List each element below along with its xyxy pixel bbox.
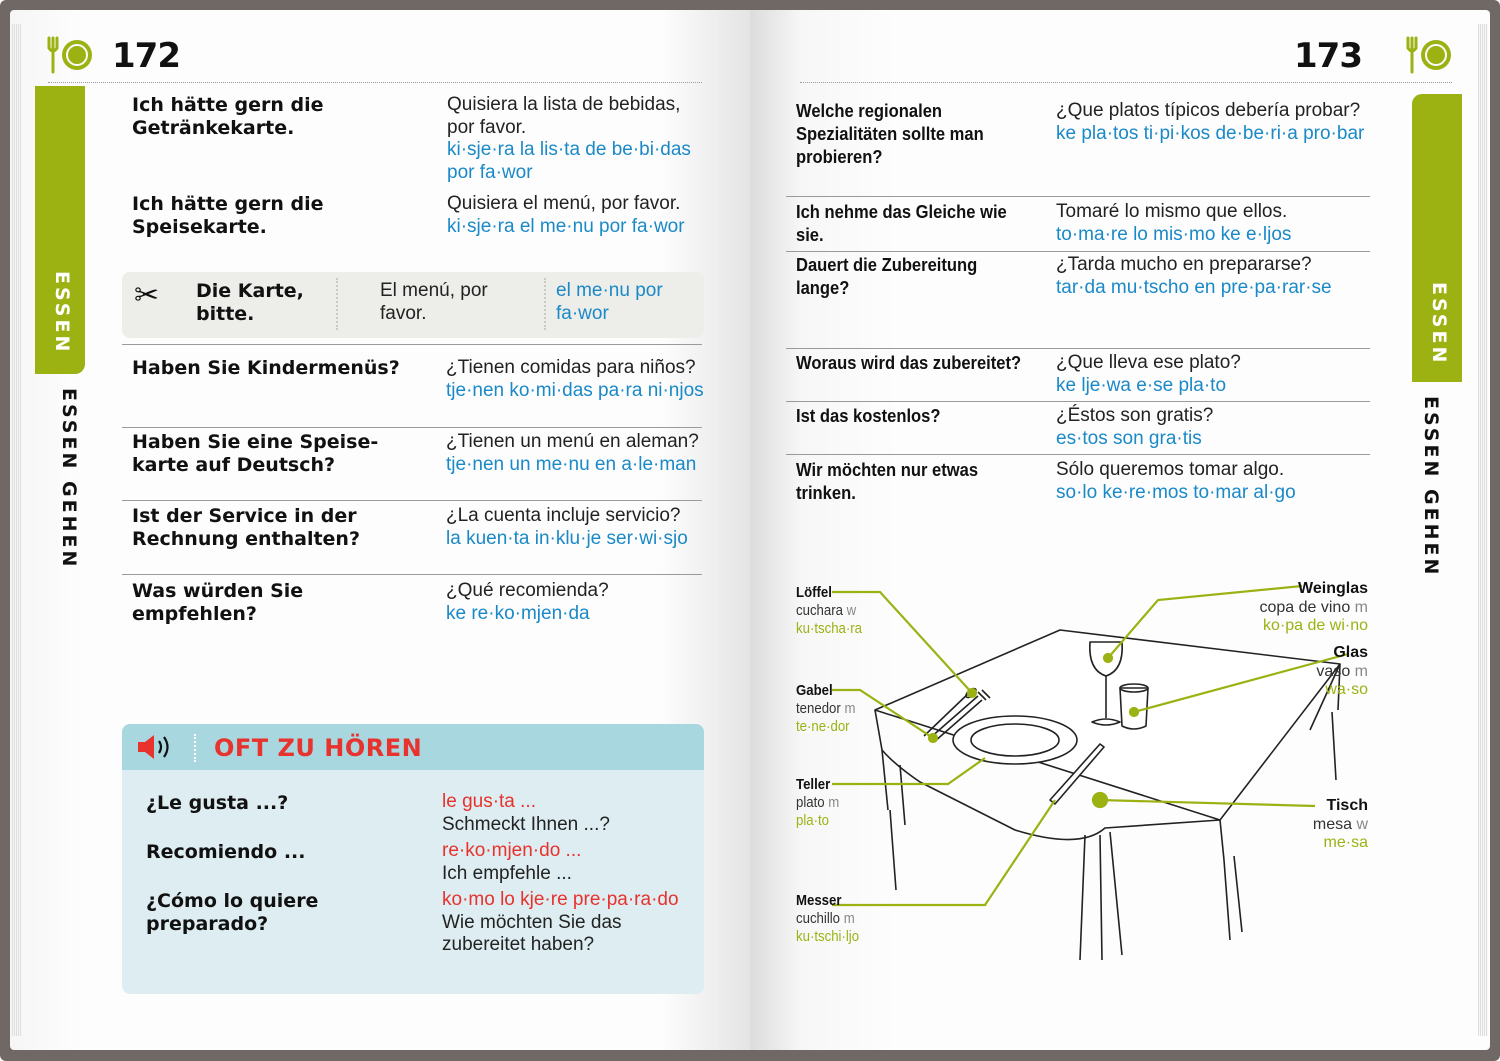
pronunciation: tje·nen un me·nu en a·le·man <box>446 453 697 475</box>
divider <box>544 278 546 330</box>
pronunciation: tar·da mu·tscho en pre·pa·rar·se <box>1056 276 1332 298</box>
german-phrase: Ist das kostenlos? <box>796 406 941 426</box>
section-tab-label: ESSEN <box>1428 282 1450 366</box>
spanish-phrase: ¿Qué recomienda? ke re·ko·mjen·da <box>446 580 711 625</box>
illustration-label: Gabel tenedor m te·ne·dor <box>796 682 856 735</box>
german-phrase: Welche regionalen Spezialitäten sollte man probieren? <box>796 101 984 167</box>
often-heard-title: OFT ZU HÖREN <box>214 734 423 762</box>
pronunciation: ke lje·wa e·se pla·to <box>1056 374 1227 396</box>
often-answer <box>442 840 692 885</box>
spanish-phrase: ¿Tienen un menú en aleman? tje·nen un me·nu en a·le·man <box>446 431 711 476</box>
section-tab-label: ESSEN <box>51 271 73 355</box>
page-edge <box>12 24 22 1036</box>
pronunciation: es·tos son gra·tis <box>1056 427 1202 449</box>
plate-icon <box>45 34 95 76</box>
pronunciation: ke re·ko·mjen·da <box>446 602 590 624</box>
german-phrase: Die Karte, bitte. <box>196 280 304 325</box>
spanish-phrase: ¿Que platos típicos debería probar? ke pla·tos ti·pi·kos de·be·ri·a pro·bar <box>1056 100 1386 145</box>
often-answer <box>442 889 692 957</box>
pronunciation: ko·mo lo kje·re pre·pa·ra·do <box>442 889 679 910</box>
pronunciation: le gus·ta ... <box>442 791 536 812</box>
german-phrase: Ich hätte gern die Speisekarte. <box>132 193 324 238</box>
spanish-phrase: ¿Que lleva ese plato? ke lje·wa e·se pla·to <box>1056 352 1386 397</box>
pronunciation: ki·sje·ra la lis·ta de be·bi·das por fa·wor <box>447 139 691 183</box>
german-phrase: Haben Sie Kindermenüs? <box>132 357 400 379</box>
phrase-row <box>122 574 702 634</box>
scissors-icon: ✂ <box>134 278 160 313</box>
spanish-phrase: El menú, por favor. <box>380 280 488 324</box>
page-number: 172 <box>112 36 180 76</box>
pronunciation: tje·nen ko·mi·das pa·ra ni·njos <box>446 379 704 401</box>
illustration-label: Tisch mesa w me·sa <box>1312 797 1368 851</box>
pronunciation: to·ma·re lo mis·mo ke e·ljos <box>1056 223 1292 245</box>
phrase-row <box>786 455 1370 511</box>
section-heading: ESSEN GEHEN <box>1420 396 1442 578</box>
divider <box>194 734 196 762</box>
spanish-phrase: ¿Tarda mucho en prepararse? tar·da mu·tscho en pre·pa·rar·se <box>1056 254 1386 299</box>
phrase-row <box>786 402 1370 455</box>
phrase-row <box>786 349 1370 402</box>
often-phrase: Recomiendo ... <box>146 841 306 863</box>
phrase-row <box>786 252 1370 349</box>
phrase-row <box>786 92 1370 197</box>
pronunciation: ke pla·tos ti·pi·kos de·be·ri·a pro·bar <box>1056 122 1365 144</box>
section-heading: ESSEN GEHEN <box>58 388 80 570</box>
german-phrase: Wir möchten nur etwas trinken. <box>796 460 979 503</box>
section-tab <box>1412 94 1462 382</box>
meaning: Ich empfehle ... <box>442 862 572 884</box>
tip-box <box>122 272 704 338</box>
often-phrase: ¿Le gusta ...? <box>146 792 289 814</box>
speaker-icon <box>134 732 178 762</box>
meaning: Wie möchten Sie das zubereitet haben? <box>442 911 622 955</box>
phrase-row <box>122 500 702 575</box>
spanish-phrase: ¿Tienen comidas para niños? tje·nen ko·mi·das pa·ra ni·njos <box>446 357 711 402</box>
illustration-label: Löffel cuchara w ku·tscha·ra <box>796 584 863 637</box>
illustration-label: Messer cuchillo m ku·tschi·ljo <box>796 892 860 945</box>
often-answer <box>442 791 692 836</box>
spanish-phrase: Tomaré lo mismo que ellos. to·ma·re lo mis·mo ke e·ljos <box>1056 201 1386 246</box>
header-divider <box>800 82 1452 83</box>
spanish-phrase: Quisiera el menú, por favor. ki·sje·ra el me·nu por fa·wor <box>447 193 712 238</box>
header-divider <box>48 82 702 83</box>
often-phrase: ¿Cómo lo quiere preparado? <box>146 890 319 935</box>
german-phrase: Was würden Sie empfehlen? <box>132 580 304 625</box>
often-heard-box <box>122 724 704 994</box>
phrase-row <box>786 197 1370 252</box>
spanish-phrase: Sólo queremos tomar algo. so·lo ke·re·mos to·mar al·go <box>1056 459 1386 504</box>
divider <box>336 278 338 330</box>
german-phrase: Ist der Service in der Rechnung enthalten? <box>132 505 360 550</box>
page-number: 173 <box>1294 36 1362 76</box>
illustration-label: Teller plato m pla·to <box>796 776 840 829</box>
spanish-phrase: ¿Éstos son gratis? es·tos son gra·tis <box>1056 405 1386 450</box>
german-phrase: Woraus wird das zubereitet? <box>796 353 1022 373</box>
german-phrase: Ich nehme das Gleiche wie sie. <box>796 202 1007 245</box>
german-phrase: Haben Sie eine Speise-karte auf Deutsch? <box>132 431 379 476</box>
spanish-phrase: Quisiera la lista de bebidas, por favor. ki·sje·ra la lis·ta de be·bi·das por fa·wor <box>447 94 712 184</box>
pronunciation: ki·sje·ra el me·nu por fa·wor <box>447 215 685 237</box>
illustration-label: Glas vaso m wa·so <box>1316 644 1368 698</box>
meaning: Schmeckt Ihnen ...? <box>442 813 610 835</box>
phrase-row <box>122 426 702 501</box>
pronunciation: el me·nu por fa·wor <box>556 280 663 324</box>
illustration-label: Weinglas copa de vino m ko·pa de wi·no <box>1259 580 1368 634</box>
pronunciation: la kuen·ta in·klu·je ser·wi·sjo <box>446 527 688 549</box>
german-phrase: Dauert die Zubereitung lange? <box>796 255 978 298</box>
spanish-phrase: ¿La cuenta incluje servicio? la kuen·ta in·klu·je ser·wi·sjo <box>446 505 711 550</box>
german-phrase: Ich hätte gern die Getränkekarte. <box>132 94 324 139</box>
section-tab <box>35 86 85 374</box>
pronunciation: so·lo ke·re·mos to·mar al·go <box>1056 481 1296 503</box>
plate-icon <box>1404 34 1454 76</box>
pronunciation: re·ko·mjen·do ... <box>442 840 582 861</box>
phrase-row <box>122 344 702 428</box>
